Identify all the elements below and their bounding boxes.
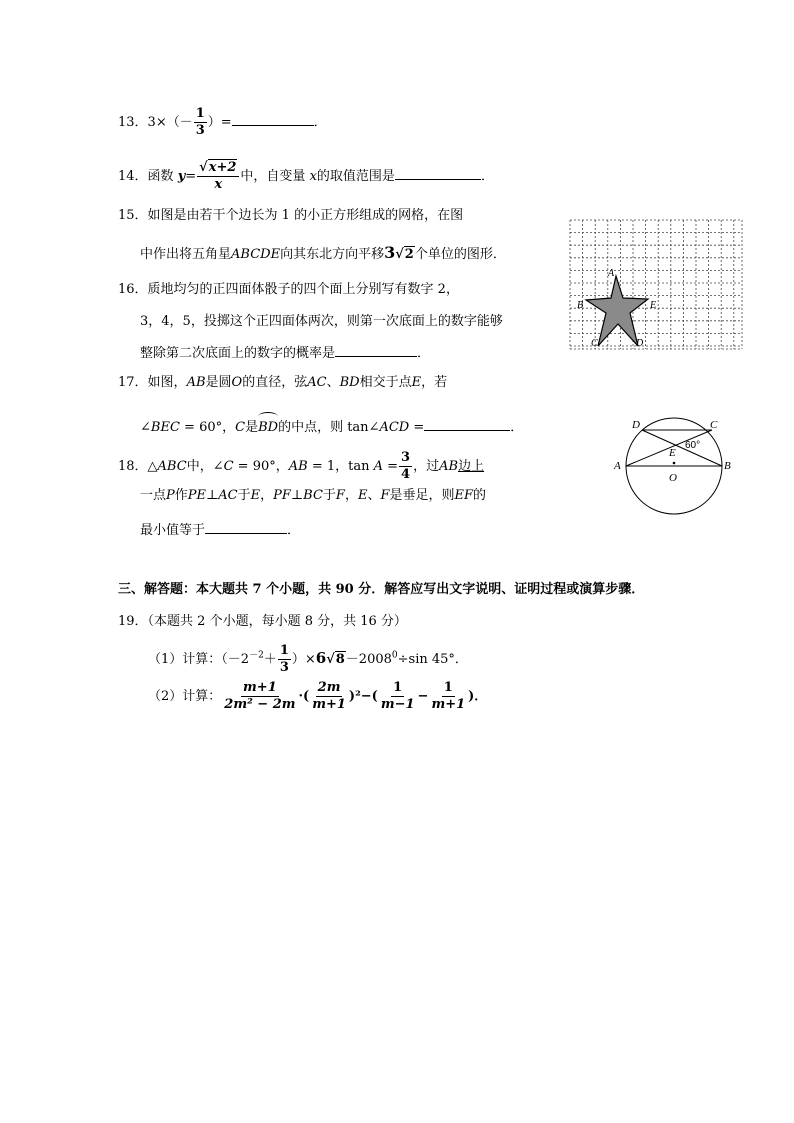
q19-f3-den: m−1	[380, 697, 415, 712]
q18-abc: ABC	[157, 459, 187, 474]
q14-den: x	[214, 177, 223, 192]
q19-p1-rad: 8	[335, 652, 345, 667]
star-grid-figure	[566, 218, 746, 353]
q19-p1-label: （1）计算：	[148, 652, 222, 667]
q14-mid: 中，自变量	[240, 169, 306, 184]
q19-part1: （1）计算：（$-2^{-2}+$ $\frac{1}{3}$ ）$\times 6√8-2008^0\div\sin$ 45°．	[148, 643, 468, 675]
chord-bd	[642, 430, 722, 466]
q19-p1-frac-num: 1	[279, 643, 289, 658]
question-16-line1	[118, 280, 459, 300]
star-label-d: D	[636, 338, 644, 349]
q17-c: C	[235, 420, 246, 435]
q14-number: 14．	[118, 169, 148, 184]
q17-arc-bd: BD	[258, 418, 278, 438]
q18-l2i: 、	[367, 488, 381, 503]
q18-f2: F	[380, 488, 390, 503]
q18-l3: 最小值等于	[140, 523, 206, 538]
q18-ef: EF	[454, 488, 474, 503]
q19-p1-exp: －2	[249, 650, 264, 661]
q18-l1d: = 1，tan	[307, 459, 374, 474]
q19-dot: ·(	[298, 689, 310, 704]
q19-p1-fraction	[278, 643, 291, 676]
star-label-b: B	[577, 300, 584, 311]
q14-pre: 函数	[147, 169, 174, 184]
q18-l2e: ，	[260, 488, 274, 503]
q13-number: 13．	[118, 115, 148, 130]
q18-ac: AC	[218, 488, 238, 503]
q17-ac: AC	[307, 375, 327, 390]
q19-p1-frac-den: 3	[279, 660, 289, 675]
q15-star-name: ABCDE	[231, 247, 281, 262]
q19-f1-den: 2m² − 2m	[224, 697, 296, 712]
q14-fraction: $\frac{√x+2}{x}$	[197, 160, 239, 193]
grid-lines	[570, 220, 742, 349]
question-15-line2: 中作出将五角星ABCDE向其东北方向平移3√2个单位的图形．	[140, 243, 506, 262]
fig-label-e: E	[669, 447, 676, 459]
q13-post: ）=	[207, 115, 232, 130]
q18-l2g: 于	[322, 488, 336, 503]
q19-p1-e: ÷sin 45°．	[397, 652, 468, 667]
q17-end: ．	[510, 420, 524, 435]
question-14	[118, 160, 494, 193]
q19-p1-coef: 6	[315, 649, 327, 667]
q19-p2-frac4	[429, 680, 467, 713]
q18-a: A	[373, 459, 384, 474]
q19-f4-num: 1	[443, 680, 453, 695]
star-label-c: C	[591, 338, 598, 349]
fig-angle-label: 60°	[685, 440, 701, 451]
q18-frac-num: 3	[401, 450, 411, 465]
q16-line1: 质地均匀的正四面体骰子的四个面上分别写有数字 2，	[147, 282, 459, 297]
fig-label-d: D	[632, 419, 640, 431]
q17-l1d: 相交于点	[359, 375, 412, 390]
q18-pf: PF	[273, 488, 291, 503]
q15-line2-pre: 中作出将五角星	[140, 247, 232, 262]
q19-p2-frac3	[379, 680, 417, 713]
q17-e: E	[411, 375, 422, 390]
q19-close: )．	[468, 689, 488, 704]
q17-bd: BD	[339, 375, 360, 390]
question-13	[118, 106, 327, 139]
q13-fraction	[194, 106, 207, 139]
q19-sq: )²	[348, 689, 361, 704]
question-17-line2	[140, 416, 523, 438]
q18-l2j: 是垂足，则	[389, 488, 455, 503]
q14-post: 的取值范围是	[316, 169, 395, 184]
q18-pe: PE	[187, 488, 207, 503]
five-point-star	[586, 276, 648, 346]
q19-f3-num: 1	[393, 680, 403, 695]
q15-line2-mid: 向其东北方向平移	[280, 247, 385, 262]
question-19-intro	[118, 612, 407, 632]
q14-rad-body: x+2	[208, 160, 237, 175]
q18-number: 18．	[118, 459, 148, 474]
q17-l2d: 的中点，则 tan∠	[278, 420, 380, 435]
q13-end: ．	[313, 115, 327, 130]
fig-label-c: C	[710, 419, 718, 431]
q18-l2b: 作	[174, 488, 188, 503]
q19-part2	[148, 680, 487, 713]
q18-p: P	[166, 488, 175, 503]
question-18-line1	[118, 450, 484, 483]
q17-sep: 、	[326, 375, 340, 390]
q19-f2-num: 2m	[317, 680, 341, 695]
circle-figure	[608, 410, 748, 518]
star-label-a: A	[608, 268, 615, 279]
fig-label-b: B	[724, 460, 731, 472]
q13-pre: 3×（－	[147, 115, 193, 130]
q18-f: F	[335, 488, 345, 503]
q17-l2a: ∠	[140, 420, 151, 435]
q18-l1g: 边上	[458, 459, 485, 474]
question-16-line3	[140, 342, 430, 364]
q13-answer-blank[interactable]	[232, 111, 314, 126]
q17-acd: ACD	[379, 420, 410, 435]
q15-number: 15．	[118, 208, 148, 223]
q13-frac-num: 1	[195, 106, 205, 121]
q16-line2: 3，4，5，投掷这个正四面体两次，则第一次底面上的数字能够	[140, 314, 503, 329]
q16-answer-blank[interactable]	[335, 342, 417, 357]
q17-l2b: = 60°，	[179, 420, 236, 435]
q18-ab: AB	[288, 459, 308, 474]
q18-ab2: AB	[439, 459, 459, 474]
q14-y: y	[177, 169, 186, 184]
q14-eq: =	[185, 169, 197, 184]
q15-line2-post: 个单位的图形．	[414, 247, 506, 262]
q18-l1c: = 90°，	[233, 459, 289, 474]
q19-p1-exp2: 0	[391, 650, 398, 661]
q19-minus: −(	[360, 689, 378, 704]
q19-p1-a: （－2	[221, 652, 250, 667]
q14-end: ．	[480, 169, 494, 184]
q18-bc: BC	[303, 488, 323, 503]
q17-l1a: 如图，	[147, 375, 187, 390]
q19-p2-frac1	[222, 680, 297, 713]
fig-label-o: O	[669, 472, 677, 484]
q13-frac-den: 3	[195, 123, 205, 138]
fig-label-a: A	[614, 460, 621, 472]
q18-l2h: ，	[344, 488, 358, 503]
q18-e2: E	[357, 488, 368, 503]
q16-line3: 整除第二次底面上的数字的概率是	[140, 346, 336, 361]
q18-l1e: =	[383, 459, 399, 474]
q14-var: x	[309, 169, 317, 184]
q19-minus2: −	[417, 689, 429, 704]
question-18-line2	[140, 486, 486, 506]
q17-o: O	[231, 375, 243, 390]
q17-ab: AB	[186, 375, 206, 390]
q19-f2-den: m+1	[312, 697, 346, 712]
q16-end: ．	[417, 346, 431, 361]
q18-l1f: ，过	[413, 459, 440, 474]
q17-answer-blank[interactable]	[424, 416, 510, 431]
q17-l1e: ，若	[421, 375, 448, 390]
section-heading: 三、解答题：本大题共 7 个小题，共 90 分．解答应写出文字说明、证明过程或演算步骤．	[118, 582, 645, 597]
q18-e: E	[250, 488, 261, 503]
q18-frac-den: 4	[401, 467, 411, 482]
q18-answer-blank[interactable]	[205, 519, 287, 534]
q17-l2e: =	[409, 420, 425, 435]
q17-l2c: 是	[245, 420, 259, 435]
question-16-line2	[140, 312, 503, 332]
q19-f4-den: m+1	[431, 697, 466, 712]
q17-l1c: 的直径，弦	[242, 375, 308, 390]
q18-c: C	[223, 459, 234, 474]
q18-l2c: ⊥	[206, 488, 219, 503]
q18-l2k: 的	[473, 488, 487, 503]
q19-number: 19．	[118, 614, 148, 629]
q19-intro: （本题共 2 个小题，每小题 8 分，共 16 分）	[147, 614, 407, 629]
q15-line1: 如图是由若干个边长为 1 的小正方形组成的网格，在图	[147, 208, 464, 223]
q19-f1-num: m+1	[243, 680, 277, 695]
star-label-e: E	[650, 300, 657, 311]
question-17-line1	[118, 373, 447, 393]
q19-p1-d: －2008	[345, 652, 392, 667]
q17-number: 17．	[118, 375, 148, 390]
center-dot	[673, 462, 676, 465]
q17-bec: BEC	[150, 420, 180, 435]
q18-l1a: △	[147, 459, 158, 474]
q18-l2f: ⊥	[290, 488, 304, 503]
q15-coef: 3	[384, 243, 396, 262]
q16-number: 16．	[118, 282, 148, 297]
q19-p2-frac2	[310, 680, 348, 713]
q18-l1b: 中，∠	[186, 459, 224, 474]
q18-l2a: 一点	[140, 488, 167, 503]
q15-rad: 2	[404, 247, 414, 262]
q18-fraction	[399, 450, 412, 483]
q19-p1-c: ）×	[291, 652, 316, 667]
question-15-line1	[118, 206, 463, 226]
q19-p1-b: ＋	[263, 652, 277, 667]
q17-l1b: 是圆	[205, 375, 232, 390]
q18-end: ．	[287, 523, 301, 538]
q18-l2d: 于	[237, 488, 251, 503]
q14-answer-blank[interactable]	[395, 165, 481, 180]
question-18-line3	[140, 519, 300, 541]
q19-p2-label: （2）计算：	[148, 689, 222, 704]
